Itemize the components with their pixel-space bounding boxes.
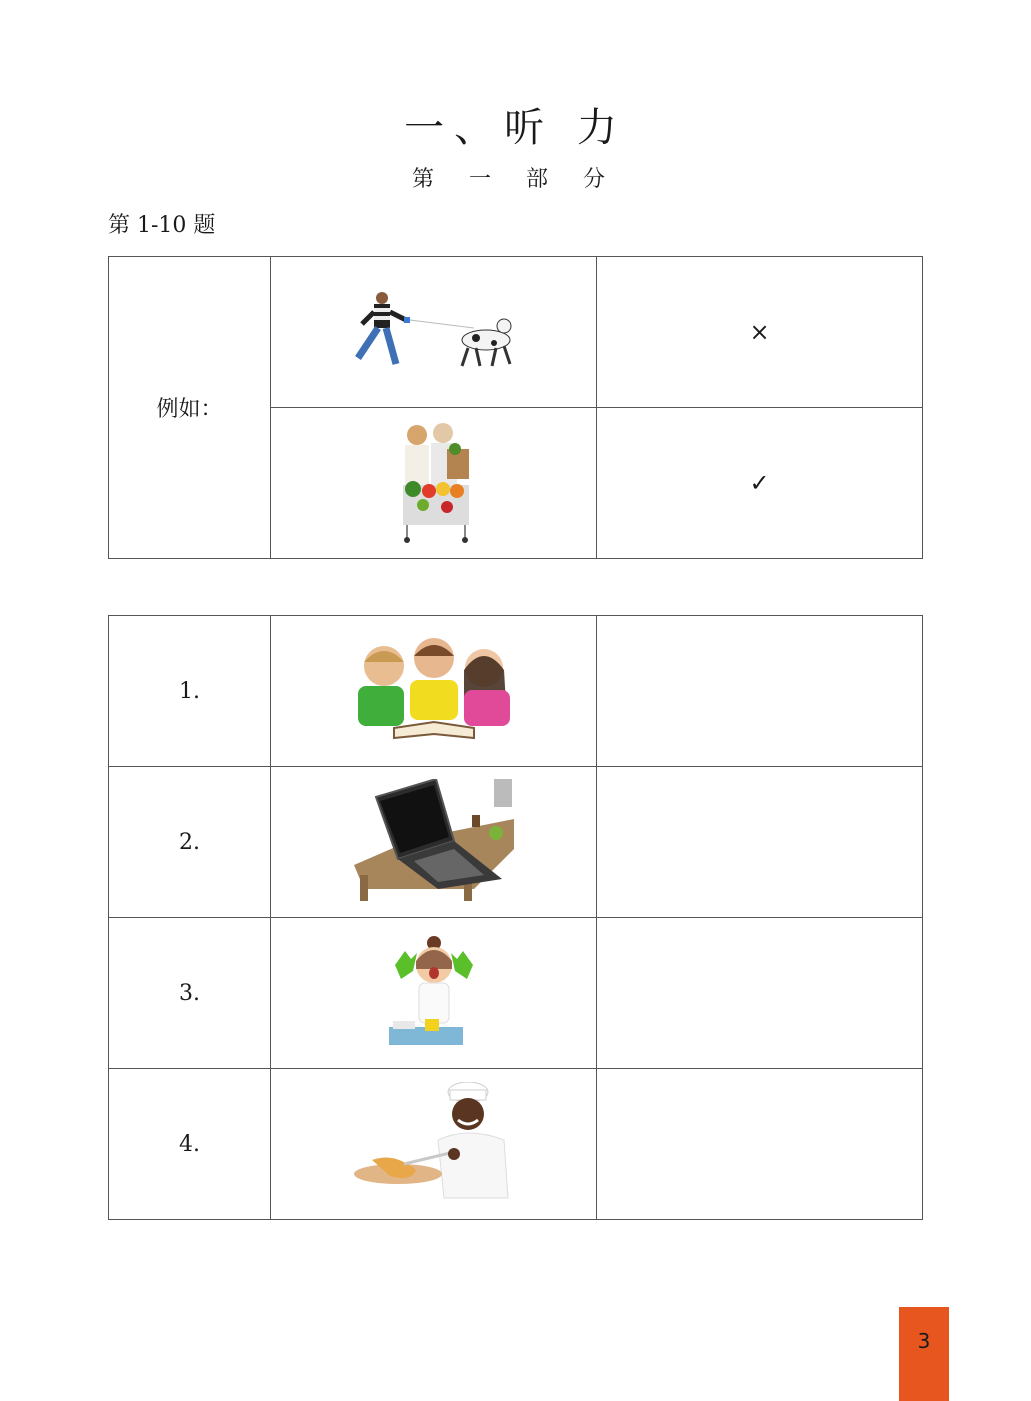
- question-row: [109, 767, 923, 918]
- part-title: 第 一 部 分: [412, 167, 619, 192]
- question-image-cell: [271, 616, 597, 767]
- question-row: [109, 918, 923, 1069]
- question-image-cell: [271, 767, 597, 918]
- question-range: 第 1-10 题: [108, 213, 216, 238]
- question-image-cell: [271, 918, 597, 1069]
- example-table: [108, 256, 923, 559]
- question-number: 4.: [109, 1069, 271, 1220]
- question-table: [108, 615, 923, 1220]
- couple-with-grocery-cart-image: [389, 419, 479, 544]
- example-label: 例如：: [109, 257, 271, 559]
- answer-cell: [597, 918, 923, 1069]
- question-image-cell: [271, 1069, 597, 1220]
- question-row: [109, 1069, 923, 1220]
- question-number: 3.: [109, 918, 271, 1069]
- example-mark: ✓: [597, 408, 923, 559]
- answer-cell: [597, 616, 923, 767]
- page-number: 3: [899, 1307, 949, 1401]
- example-image-cell: [271, 408, 597, 559]
- example-image-cell: [271, 257, 597, 408]
- question-row: [109, 616, 923, 767]
- laptop-on-desk-image: [354, 779, 514, 901]
- chef-cutting-bread-image: [354, 1082, 514, 1202]
- children-reading-book-image: [354, 634, 514, 744]
- section-title: 一、听 力: [404, 105, 627, 151]
- example-mark: ×: [597, 257, 923, 408]
- man-walking-dog-image: [344, 288, 524, 373]
- answer-cell: [597, 1069, 923, 1220]
- girl-with-painted-hands-image: [389, 931, 479, 1051]
- question-number: 2.: [109, 767, 271, 918]
- answer-cell: [597, 767, 923, 918]
- question-number: 1.: [109, 616, 271, 767]
